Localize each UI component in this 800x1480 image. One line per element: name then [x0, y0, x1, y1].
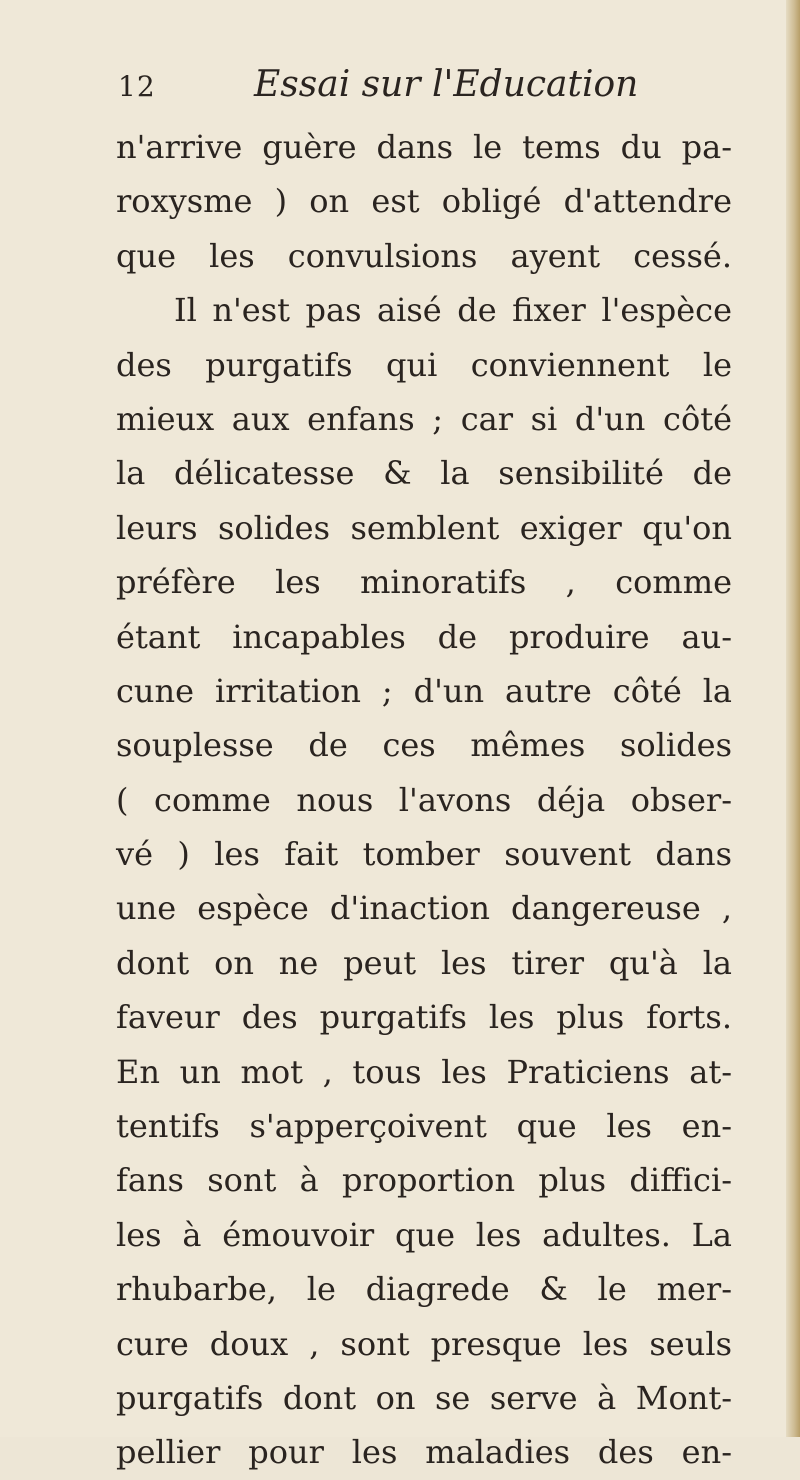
text-line: pellier pour les maladies des en- — [116, 1433, 732, 1472]
page-number: 12 — [118, 70, 156, 103]
text-line: faveur des purgatifs les plus forts. — [116, 998, 732, 1037]
paragraph-start-line: Il n'est pas aisé de fixer l'espèce — [174, 291, 732, 330]
text-line: En un mot , tous les Praticiens at- — [116, 1052, 732, 1091]
text-line: purgatifs dont on se serve à Mont- — [116, 1378, 732, 1417]
text-line: souplesse de ces mêmes solides — [116, 726, 732, 765]
text-line: les à émouvoir que les adultes. La — [116, 1215, 732, 1254]
text-line: mieux aux enfans ; car si d'un côté — [116, 399, 732, 438]
text-line: dont on ne peut les tirer qu'à la — [116, 943, 732, 982]
text-line: des purgatifs qui conviennent le — [116, 345, 732, 384]
text-line: préfère les minoratifs , comme — [116, 563, 732, 602]
text-line: leurs solides semblent exiger qu'on — [116, 508, 732, 547]
text-line: cure doux , sont presque les seuls — [116, 1324, 732, 1363]
text-line: roxysme ) on est obligé d'attendre — [116, 182, 732, 221]
text-line: étant incapables de produire au- — [116, 617, 732, 656]
text-line: tentifs s'apperçoivent que les en- — [116, 1107, 732, 1146]
body-text — [116, 120, 732, 1480]
running-head — [118, 64, 678, 116]
text-line: ( comme nous l'avons déja obser- — [116, 780, 732, 819]
text-line: vé ) les fait tomber souvent dans — [116, 835, 732, 874]
text-line: n'arrive guère dans le tems du pa- — [116, 128, 732, 166]
text-line: cune irritation ; d'un autre côté la — [116, 671, 732, 710]
text-line: fans sont à proportion plus diffici- — [116, 1161, 732, 1200]
text-line: que les convulsions ayent cessé. — [116, 236, 732, 275]
running-title: Essai sur l'Education — [254, 64, 639, 105]
text-line: rhubarbe, le diagrede & le mer- — [116, 1270, 732, 1309]
text-line: une espèce d'inaction dangereuse , — [116, 889, 732, 928]
page-edge — [786, 0, 800, 1437]
text-line: la délicatesse & la sensibilité de — [116, 454, 732, 493]
